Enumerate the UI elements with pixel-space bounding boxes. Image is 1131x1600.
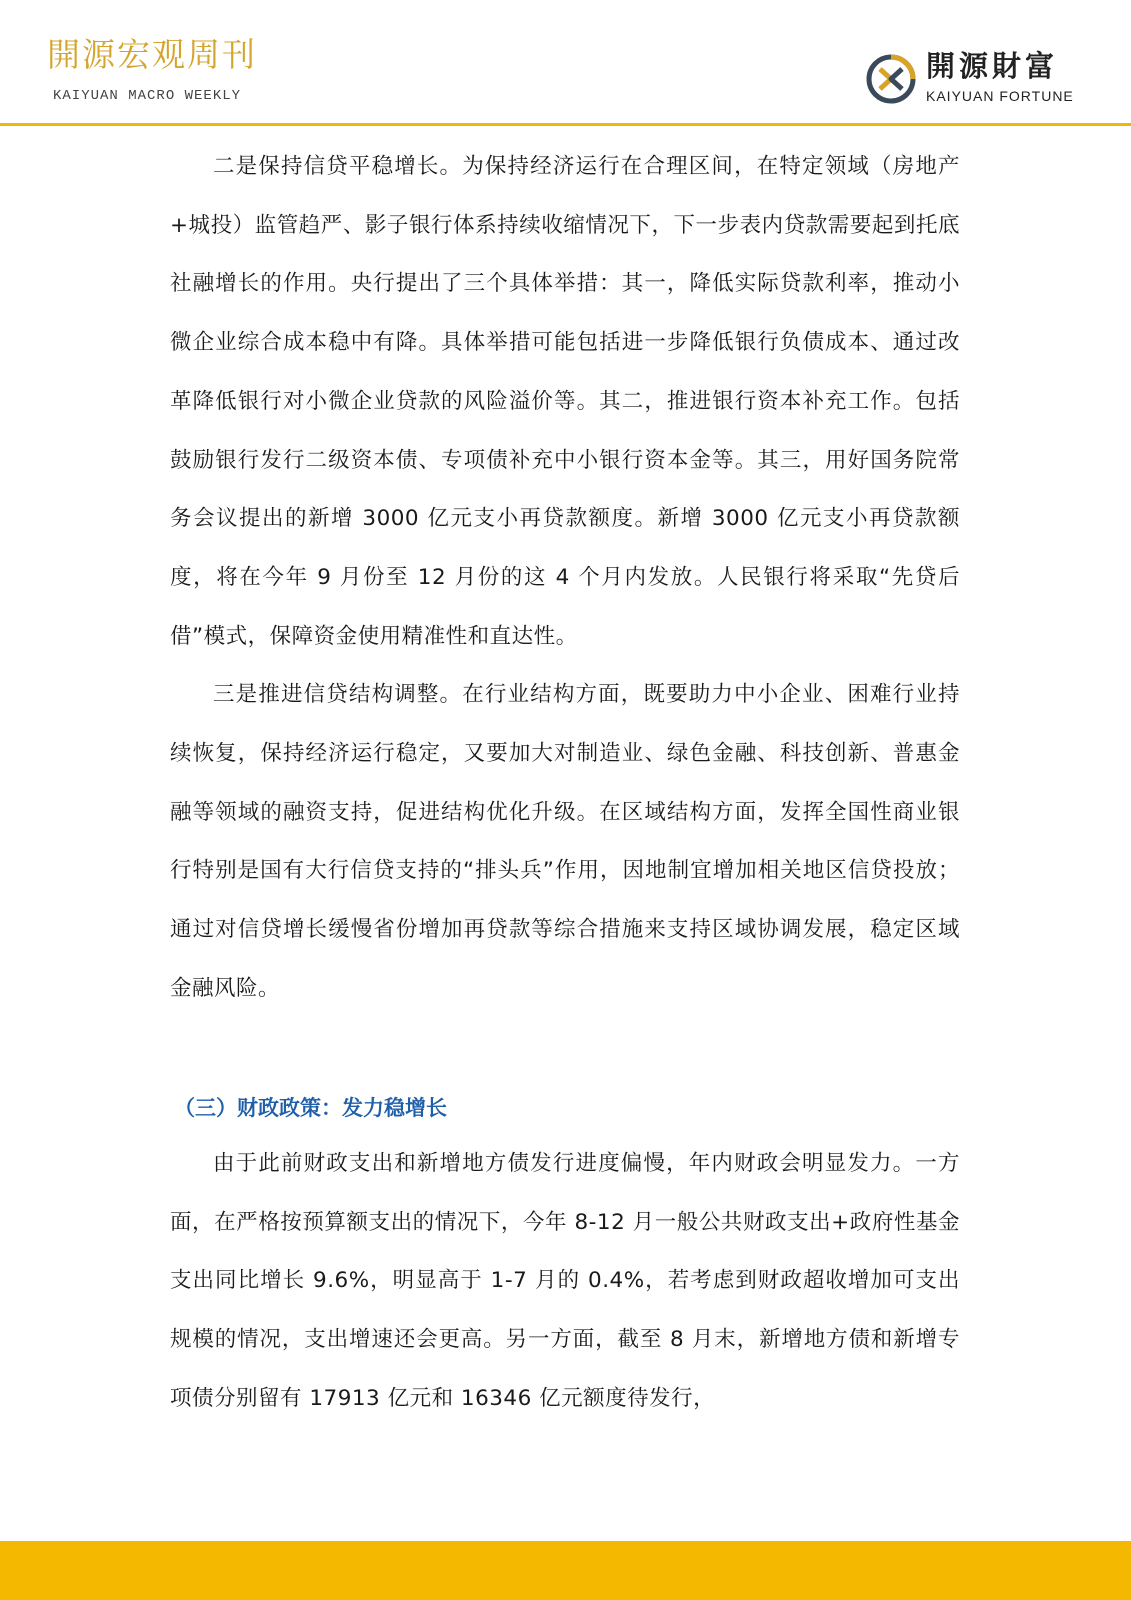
publication-title: 開源宏观周刊 (47, 35, 257, 74)
section-heading-fiscal-policy: （三）财政政策：发力稳增长 (174, 1096, 447, 1120)
header-divider (0, 123, 1131, 126)
brand-name-english: KAIYUAN FORTUNE (926, 88, 1074, 104)
paragraph-credit-growth: 二是保持信贷平稳增长。为保持经济运行在合理区间，在特定领域（房地产+城投）监管趋严、影子银行体系持续收缩情况下，下一步表内贷款需要起到托底社融增长的作用。央行提出了三个具体举措：其一，降低实际贷款利率，推动小微企业综合成本稳中有降。具体举措可能包括进一步降低银行负债成本、通过改革降低银行对小微企业贷款的风险溢价等。其二，推进银行资本补充工作。包括鼓励银行发行二级资本债、专项债补充中小银行资本金等。其三，用好国务院常务会议提出的新增 3000 亿元支小再贷款额度。新增 3000 亿元支小再贷款额度，将在今年 9 月份至 12 月份的这 4 个月内发放。人民银行将采取“先贷后借”模式，保障资金使用精准性和直达性。 (170, 154, 960, 649)
footer-bar (0, 1541, 1131, 1600)
paragraph-credit-structure: 三是推进信贷结构调整。在行业结构方面，既要助力中小企业、困难行业持续恢复，保持经济运行稳定，又要加大对制造业、绿色金融、科技创新、普惠金融等领域的融资支持，促进结构优化升级。在区域结构方面，发挥全国性商业银行特别是国有大行信贷支持的“排头兵”作用，因地制宜增加相关地区信贷投放；通过对信贷增长缓慢省份增加再贷款等综合措施来支持区域协调发展，稳定区域金融风险。 (170, 682, 960, 1001)
page-header (0, 0, 1131, 126)
paragraph-fiscal-policy: 由于此前财政支出和新增地方债发行进度偏慢，年内财政会明显发力。一方面，在严格按预算额支出的情况下，今年 8-12 月一般公共财政支出+政府性基金支出同比增长 9.6%，明显高于 1-7 月的 0.4%，若考虑到财政超收增加可支出规模的情况，支出增速还会更高。另一方面，截至 8 月末，新增地方债和新增专项债分别留有 17913 亿元和 16346 亿元额度待发行， (170, 1151, 960, 1411)
publication-subtitle: KAIYUAN MACRO WEEKLY (53, 88, 242, 104)
body-text-block-fiscal (170, 1135, 960, 1429)
kaiyuan-logo-icon (866, 54, 916, 104)
brand-block (866, 50, 1096, 110)
brand-name-chinese: 開源財富 (926, 49, 1059, 83)
body-text-block (170, 138, 960, 1019)
